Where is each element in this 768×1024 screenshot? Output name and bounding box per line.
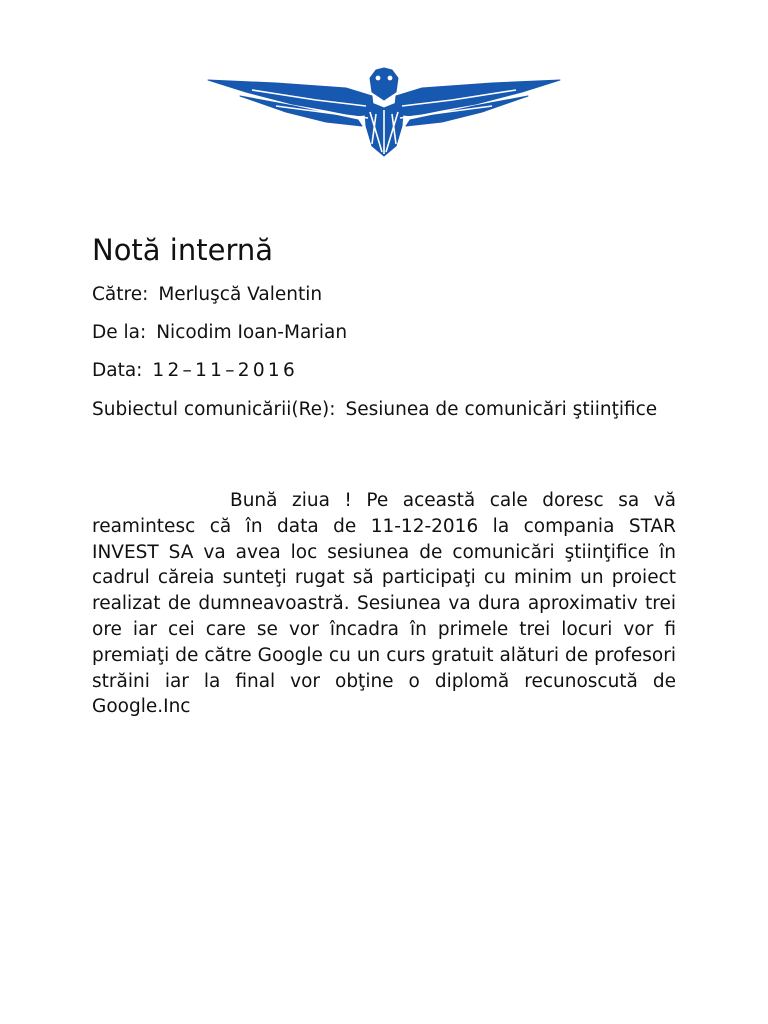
to-value: Merluşcă Valentin [158,284,323,305]
date-label: Data: [92,360,143,381]
from-label: De la: [92,322,147,343]
date-value: 12–11–2016 [152,360,299,381]
date-field [92,358,298,384]
subject-label: Subiectul comunicării(Re): [92,399,336,420]
document-title: Notă internă [92,233,274,267]
to-label: Către: [92,284,149,305]
memo-body: Bună ziua ! Pe această cale doresc sa vă reamintesc că în data de 11-12-2016 la compania STAR INVEST SA va avea loc sesiunea de comunicări ştiinţifice în cadrul căreia sunteţi rugat să participaţi cu minim un proiect realizat de dumneavoastră. Sesiunea va dura aproximativ trei ore iar cei care se vor încadra în primele trei locuri vor fi premiaţi de către Google cu un curs gratuit alături de profesori străini iar la final vor obţine o diplomă recunoscută de Google.Inc [92,490,676,718]
subject-value: Sesiunea de comunicări ştiinţifice [345,399,658,420]
from-field [92,320,347,346]
eagle-wings-logo-icon [206,66,562,158]
subject-field [92,397,682,423]
from-value: Nicodim Ioan-Marian [156,322,348,343]
to-field [92,282,322,308]
